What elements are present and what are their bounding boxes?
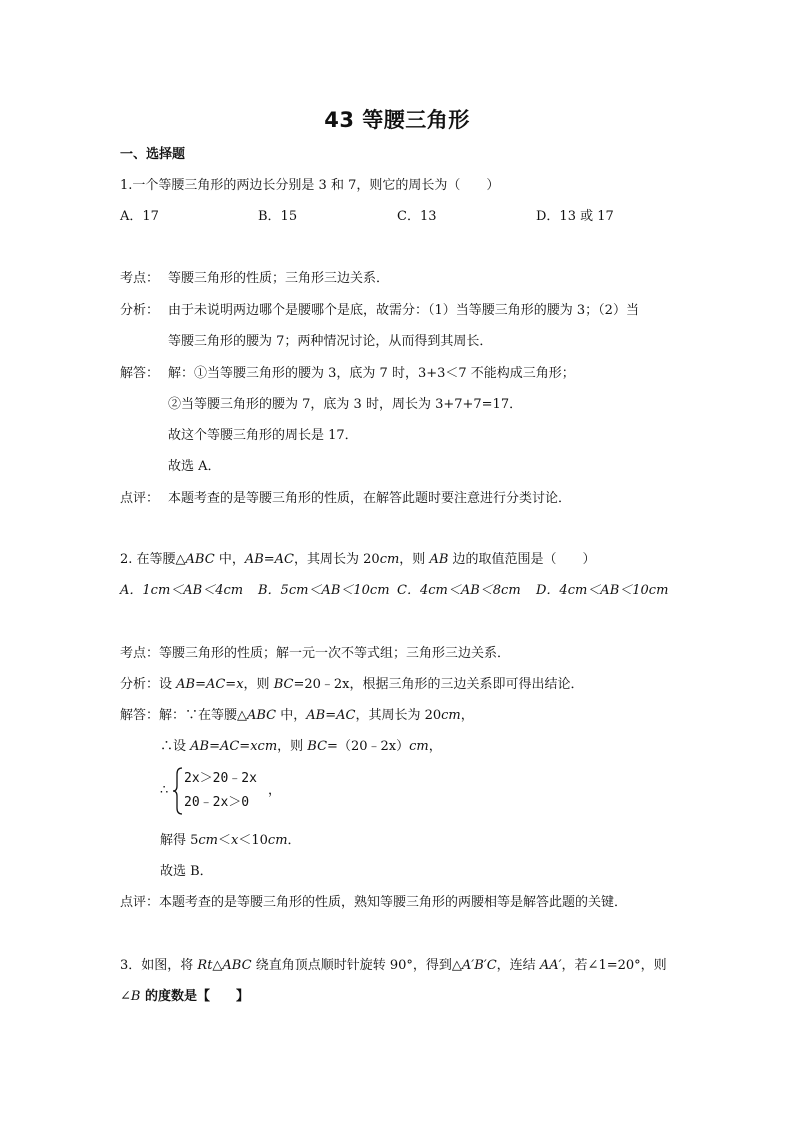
q1-stem: 1.一个等腰三角形的两边长分别是 3 和 7，则它的周长为（ ） <box>120 178 500 193</box>
q1-fenxi-line2: 等腰三角形的腰为 7；两种情况讨论，从而得到其周长． <box>168 334 493 349</box>
inequality-2: 20﹣2x＞0 <box>184 795 250 810</box>
q2-jieda-result: 解得 5cm＜x＜10cm． <box>160 833 301 848</box>
q3-stem-line1: 3．如图，将 Rt△ABC 绕直角顶点顺时针旋转 90°，得到△A′B′C，连结 AA′，若∠1=20°，则 <box>120 958 667 973</box>
q3-stem-line2: ∠B 的度数是【 】 <box>120 989 249 1004</box>
q2-jieda-line1: 解答：解：∵在等腰△ABC 中，AB=AC，其周长为 20cm， <box>120 708 474 723</box>
section-heading: 一、选择题 <box>120 147 186 162</box>
q1-jieda-line4: 故选 A． <box>168 459 221 474</box>
q1-jieda-line3: 故这个等腰三角形的周长是 17． <box>168 428 358 443</box>
q2-dianping: 点评：本题考查的是等腰三角形的性质，熟知等腰三角形的两腰相等是解答此题的关键． <box>120 895 628 910</box>
q1-option-c: C．13 <box>397 209 437 224</box>
q2-jieda-choice: 故选 B． <box>160 864 213 879</box>
q2-kaodian: 考点：等腰三角形的性质；解一元一次不等式组；三角形三边关系． <box>120 646 511 661</box>
q2-option-d: D．4cm＜AB＜10cm <box>536 583 669 598</box>
q2-option-b: B．5cm＜AB＜10cm <box>258 583 390 598</box>
q1-option-b: B．15 <box>258 209 298 224</box>
therefore-symbol: ∴ <box>160 783 169 798</box>
left-brace-icon <box>172 766 184 816</box>
q1-kaodian-label: 考点： <box>120 271 160 286</box>
q1-jieda-line2: ②当等腰三角形的腰为 7，底为 3 时，周长为 3+7+7=17． <box>168 397 523 412</box>
q1-jieda-line1: 解：①当等腰三角形的腰为 3，底为 7 时，3+3＜7 不能构成三角形； <box>168 366 575 381</box>
q1-jieda-label: 解答： <box>120 366 160 381</box>
q1-option-d: D．13 或 17 <box>536 209 614 224</box>
page-title: 43 等腰三角形 <box>324 108 470 132</box>
q2-jieda-line2: ∴设 AB=AC=xcm，则 BC=（20﹣2x）cm， <box>160 739 442 754</box>
q1-fenxi-line1: 由于未说明两边哪个是腰哪个是底，故需分：（1）当等腰三角形的腰为 3；（2）当 <box>168 303 639 318</box>
q1-dianping-label: 点评： <box>120 491 160 506</box>
system-comma: ， <box>268 783 282 798</box>
q1-dianping: 本题考查的是等腰三角形的性质，在解答此题时要注意进行分类讨论． <box>168 491 572 506</box>
inequality-system <box>160 766 300 816</box>
q2-option-a: A．1cm＜AB＜4cm <box>120 583 244 598</box>
q1-option-a: A．17 <box>120 209 159 224</box>
q2-stem: 2. 在等腰△ABC 中，AB=AC，其周长为 20cm，则 AB 边的取值范围是（ ） <box>120 552 596 567</box>
inequality-1: 2x＞20﹣2x <box>184 771 257 786</box>
q2-option-c: C．4cm＜AB＜8cm <box>397 583 521 598</box>
q1-kaodian: 等腰三角形的性质；三角形三边关系． <box>168 271 390 286</box>
q1-fenxi-label: 分析： <box>120 303 160 318</box>
q2-fenxi: 分析：设 AB=AC=x，则 BC=20﹣2x，根据三角形的三边关系即可得出结论． <box>120 677 584 692</box>
